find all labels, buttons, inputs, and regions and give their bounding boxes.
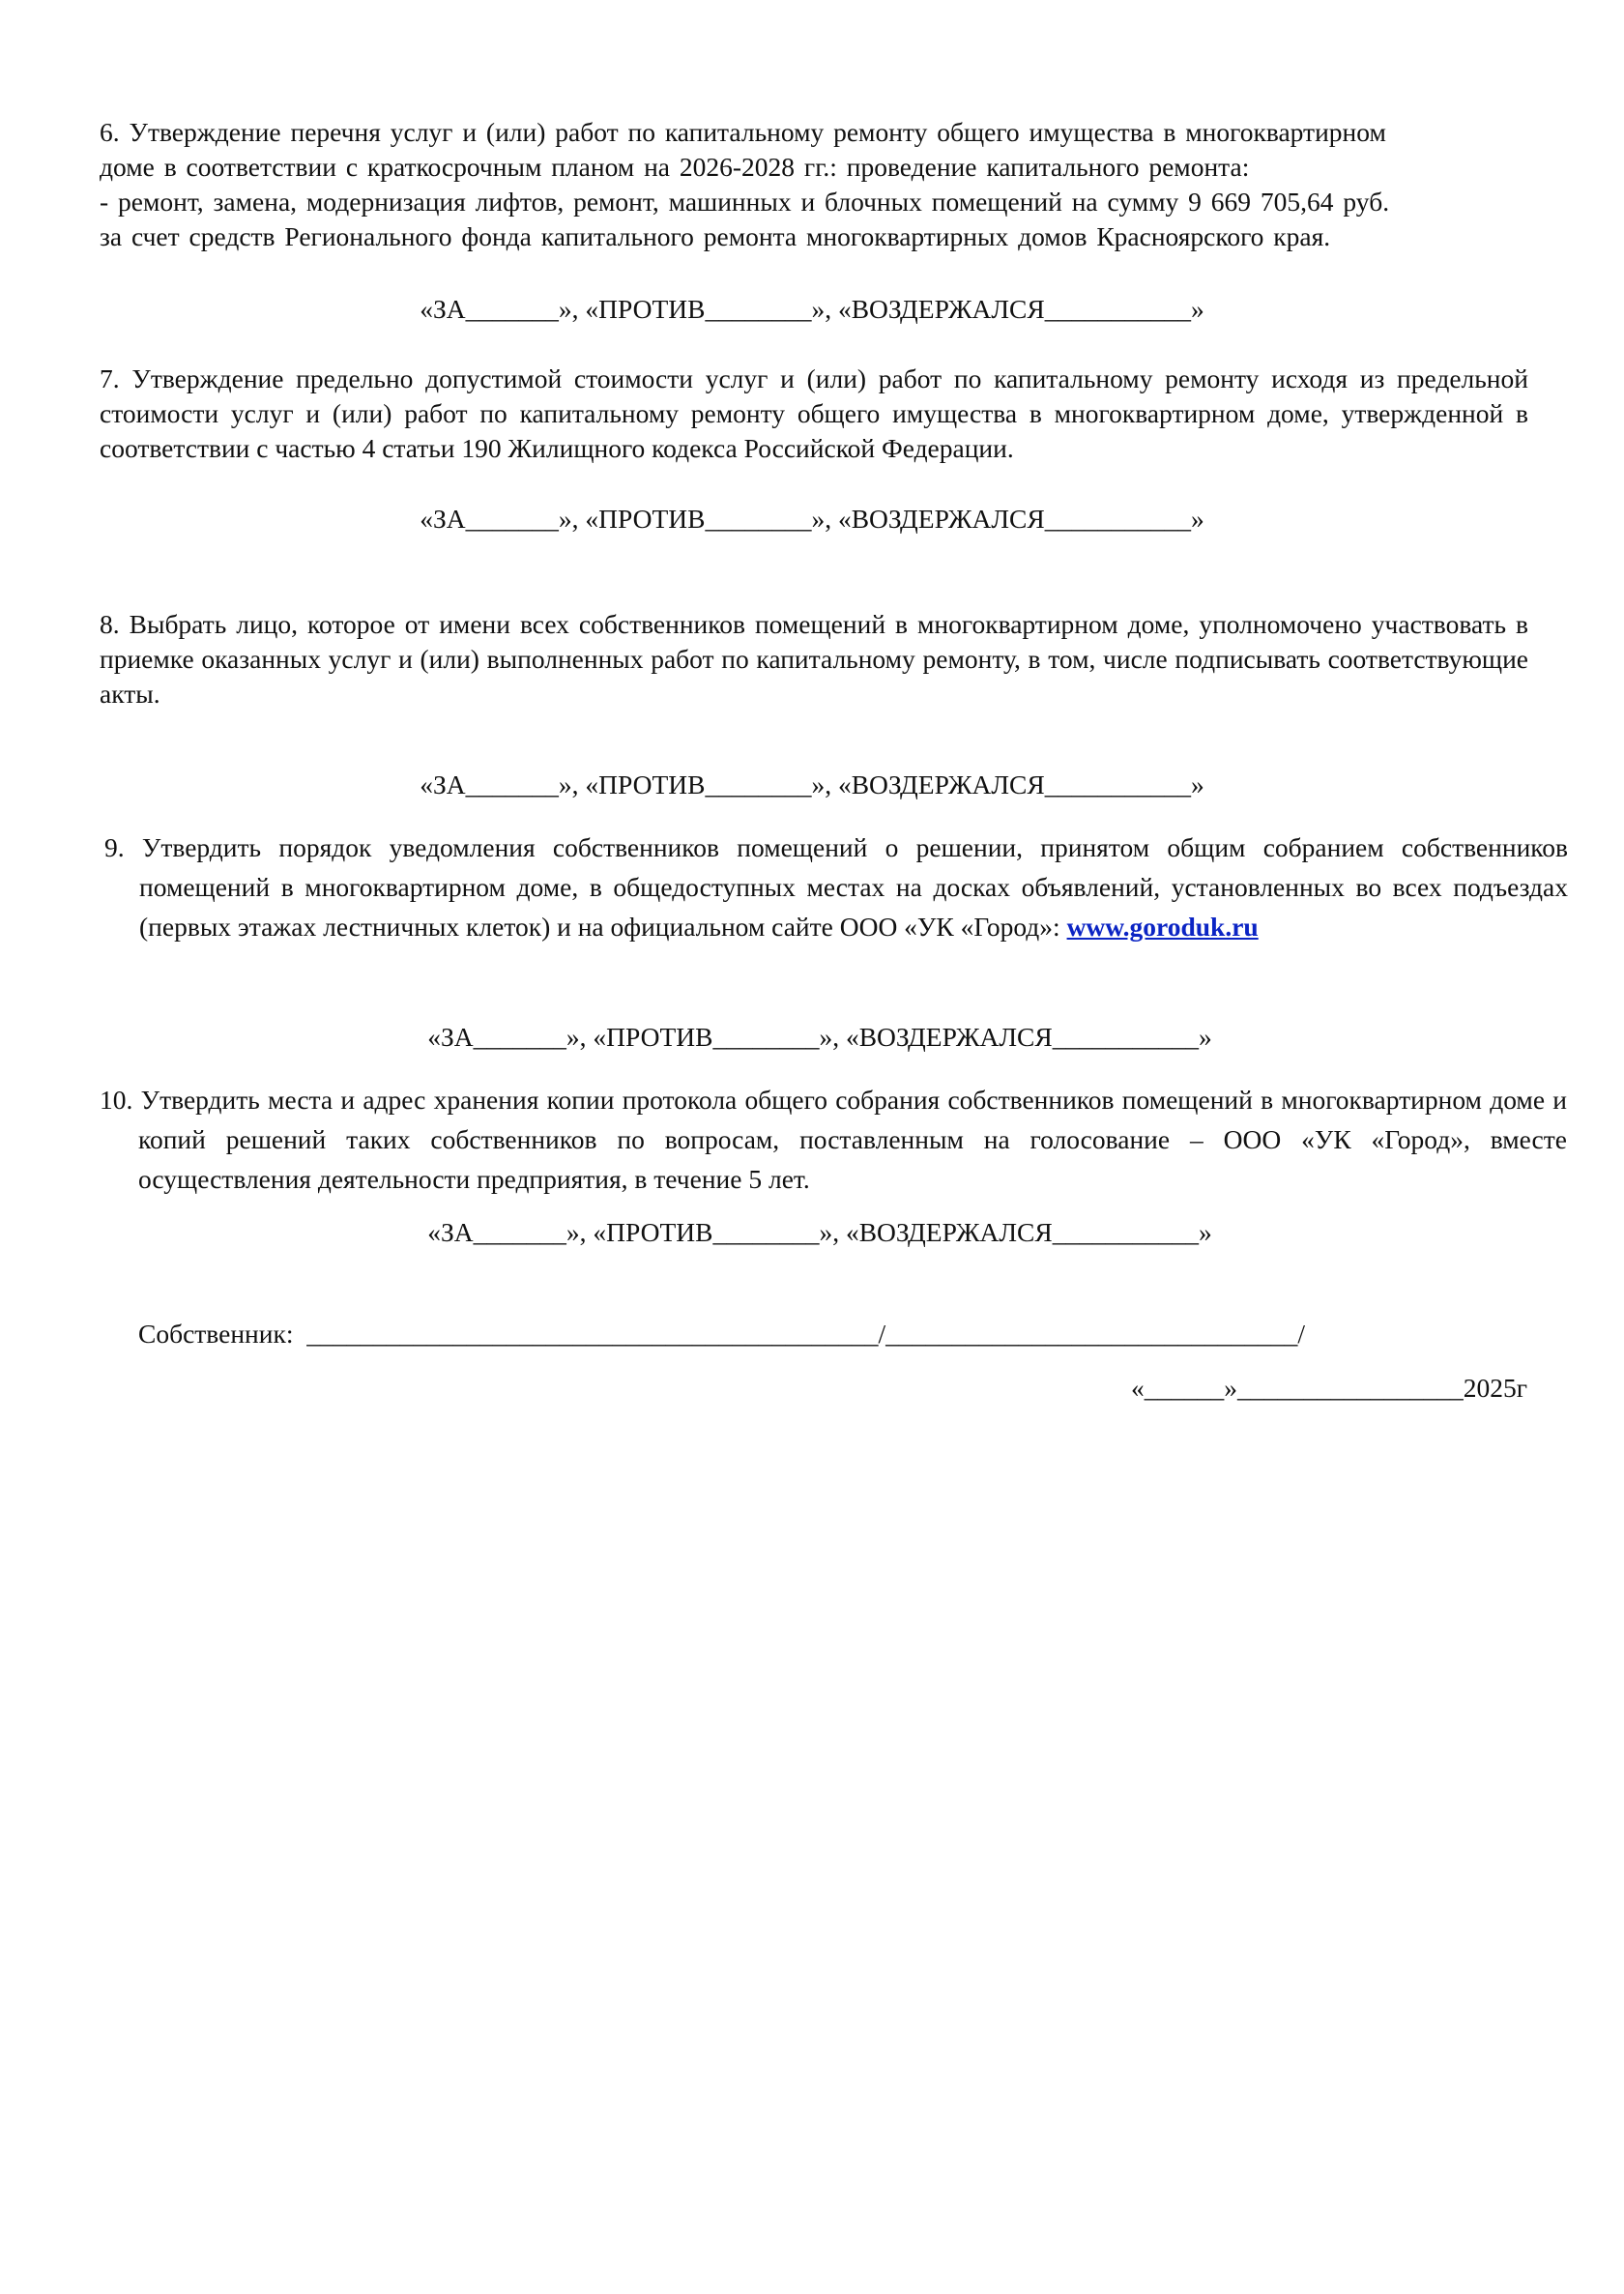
vote-line-q9: «ЗА_______», «ПРОТИВ________», «ВОЗДЕРЖАЛСЯ___________»: [427, 1022, 1212, 1052]
vote-line-q10: «ЗА_______», «ПРОТИВ________», «ВОЗДЕРЖАЛСЯ___________»: [427, 1217, 1212, 1247]
owner-signature-line: Собственник: ___________________________________________/_______________________________/: [138, 1319, 1306, 1349]
vote-line-q8: «ЗА_______», «ПРОТИВ________», «ВОЗДЕРЖАЛСЯ___________»: [420, 770, 1204, 799]
question-10: 10. Утвердить места и адрес хранения копии протокола общего собрания собственников помещений в многоквартирном доме и копий решений таких собственников по вопросам, поставленным на голосование – ООО «УК «Город», вместе осуществления деятельности предприятия, в течение 5 лет.: [100, 1085, 1567, 1194]
question-6-line-3: - ремонт, замена, модернизация лифтов, ремонт, машинных и блочных помещений на сумму 9 669 705,64 руб.: [100, 187, 1390, 217]
website-link[interactable]: www.goroduk.ru: [1066, 912, 1259, 942]
vote-line-q7: «ЗА_______», «ПРОТИВ________», «ВОЗДЕРЖАЛСЯ___________»: [420, 504, 1204, 534]
question-6-line-1: 6. Утверждение перечня услуг и (или) работ по капитальному ремонту общего имущества в многоквартирном: [100, 117, 1386, 147]
question-9-text: 9. Утвердить порядок уведомления собственников помещений о решении, принятом общим собранием собственников помещений в многоквартирном доме, в общедоступных местах на досках объявлений, установленных во всех подъездах (первых этажах лестничных клеток) и на официальном сайте ООО «УК «Город»:: [104, 832, 1568, 942]
question-7: 7. Утверждение предельно допустимой стоимости услуг и (или) работ по капитальному ремонту исходя из предельной стоимости услуг и (или) работ по капитальному ремонту общего имущества в многоквартирном доме, утвержденной в соответствии с частью 4 статьи 190 Жилищного кодекса Российской Федерации.: [100, 363, 1528, 463]
question-8: 8. Выбрать лицо, которое от имени всех собственников помещений в многоквартирном доме, уполномочено участвовать в приемке оказанных услуг и (или) выполненных работ по капитальному ремонту, в том, числе подписывать соответствующие акты.: [100, 609, 1528, 709]
question-6: [100, 115, 1528, 254]
signature-date-line: «______»_________________2025г: [1130, 1373, 1527, 1403]
question-6-line-2: доме в соответствии с краткосрочным планом на 2026-2028 гг.: проведение капитального ремонта:: [100, 152, 1250, 182]
vote-line-q6: «ЗА_______», «ПРОТИВ________», «ВОЗДЕРЖАЛСЯ___________»: [420, 294, 1204, 324]
question-9: [100, 828, 1568, 946]
question-6-line-4: за счет средств Регионального фонда капитального ремонта многоквартирных домов Красноярского края.: [100, 221, 1331, 251]
